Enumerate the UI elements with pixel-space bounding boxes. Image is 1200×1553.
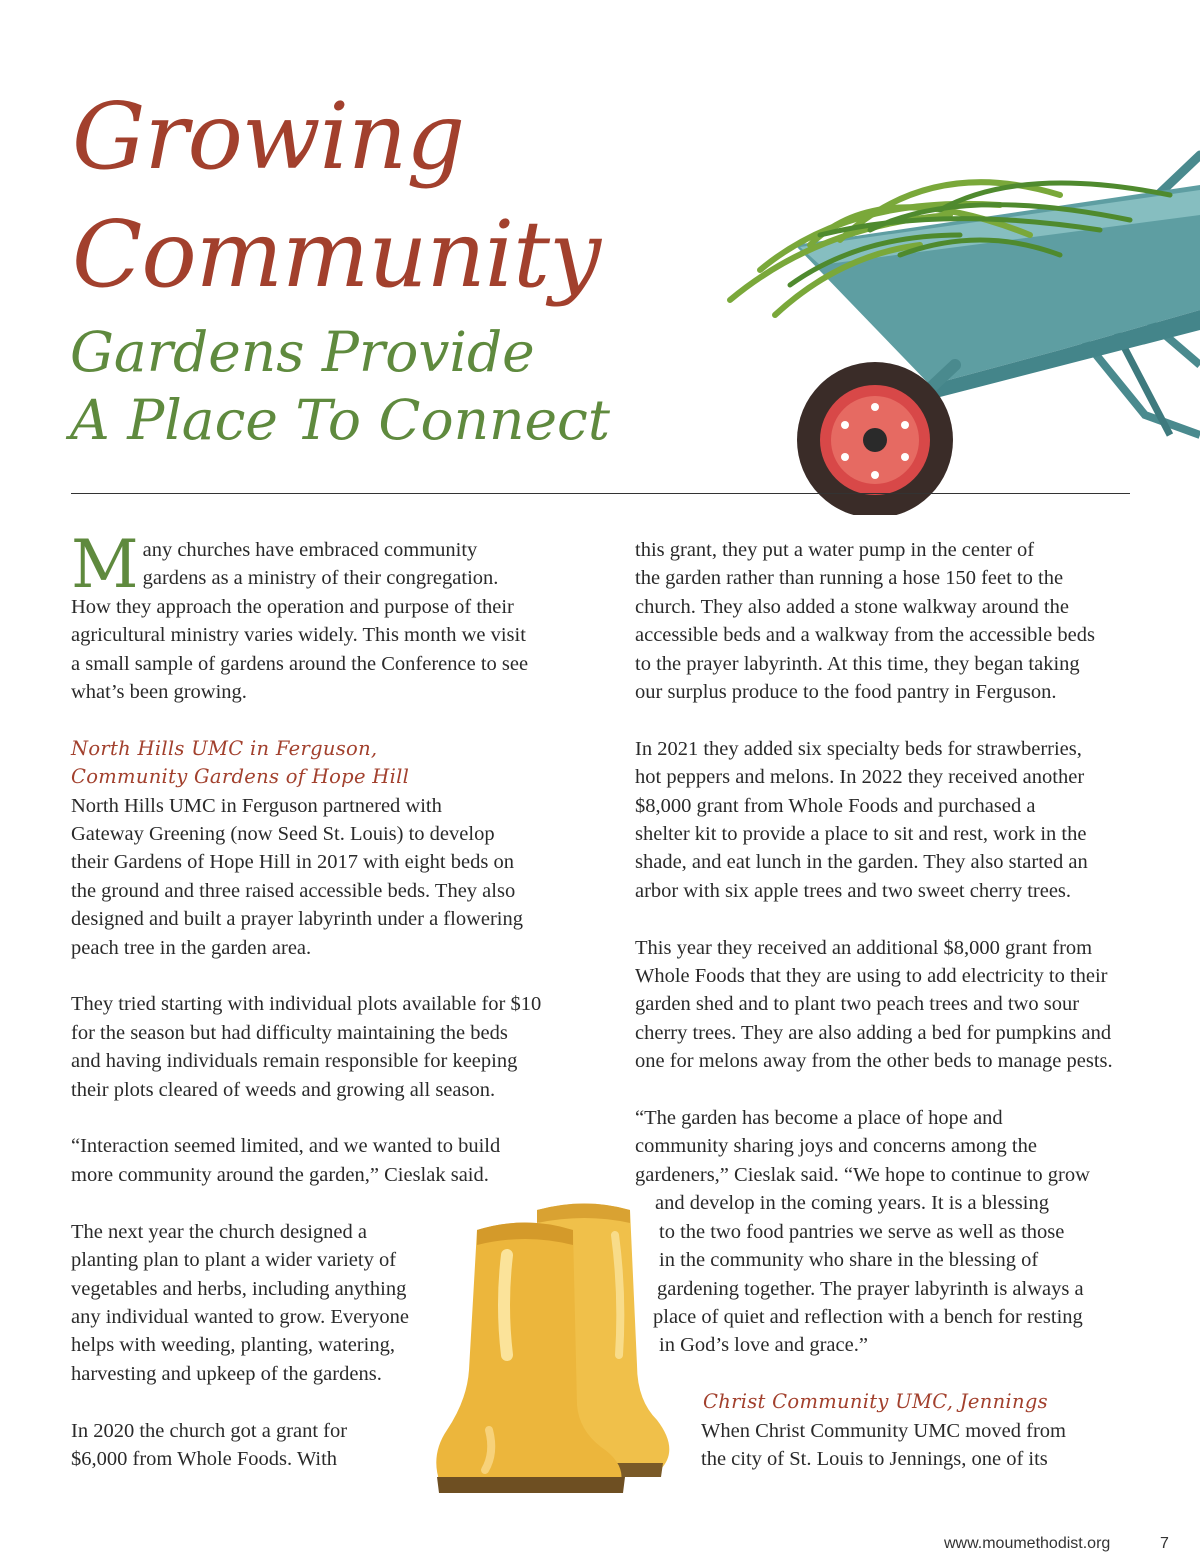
text-line: shelter kit to provide a place to sit and rest, work in the: [635, 823, 1087, 846]
text-line: accessible beds and a walkway from the accessible beds: [635, 624, 1095, 647]
text-line: any churches have embraced community: [142, 539, 478, 561]
page-subtitle: [70, 318, 610, 454]
page-title: [72, 78, 600, 314]
text-line: harvesting and upkeep of the gardens.: [71, 1362, 382, 1385]
quote-paragraph: [71, 1132, 591, 1189]
text-line: peach tree in the garden area.: [71, 936, 312, 959]
text-line: the ground and three raised accessible beds. They also: [71, 879, 516, 902]
text-line: what’s been growing.: [71, 681, 247, 704]
header-divider: [71, 493, 1130, 494]
text-line: shade, and eat lunch in the garden. They also started an: [635, 851, 1088, 874]
text-line: church. They also added a stone walkway around the: [635, 595, 1069, 618]
text-line: How they approach the operation and purpose of their: [71, 595, 514, 618]
text-line: designed and built a prayer labyrinth under a flowering: [71, 908, 523, 931]
drop-cap: M: [71, 526, 139, 603]
paragraph: [635, 934, 1155, 1076]
text-line: “The garden has become a place of hope and: [635, 1107, 1003, 1130]
subtitle-line: A Place To Connect: [70, 388, 610, 452]
text-line: one for melons away from the other beds to manage pests.: [635, 1050, 1113, 1073]
text-line: in God’s love and grace.”: [659, 1334, 868, 1357]
paragraph: [71, 990, 591, 1104]
text-line: in the community who share in the blessing of: [659, 1249, 1039, 1272]
text-line: this grant, they put a water pump in the center of: [635, 539, 1035, 561]
text-line: The next year the church designed a: [71, 1220, 367, 1243]
text-line: the garden rather than running a hose 150 feet to the: [635, 567, 1064, 590]
text-line: garden shed and to plant two peach trees and two sour: [635, 993, 1080, 1016]
title-line: Community: [72, 201, 601, 308]
page-number: 7: [1160, 1535, 1169, 1552]
text-line: When Christ Community UMC moved from: [701, 1419, 1066, 1442]
text-line: Whole Foods that they are using to add electricity to their: [635, 965, 1108, 988]
text-line: their Gardens of Hope Hill in 2017 with eight beds on: [71, 851, 514, 874]
text-line: agricultural ministry varies widely. This month we visit: [71, 624, 526, 647]
text-line: In 2020 the church got a grant for: [71, 1419, 348, 1442]
text-line: their plots cleared of weeds and growing all season.: [71, 1078, 496, 1101]
heading-line: Community Gardens of Hope Hill: [71, 765, 410, 789]
text-line: gardeners,” Cieslak said. “We hope to continue to grow: [635, 1163, 1090, 1186]
section-heading: [71, 735, 591, 792]
text-line: gardening together. The prayer labyrinth is always a: [657, 1277, 1084, 1300]
text-line: $8,000 grant from Whole Foods and purchased a: [635, 794, 1036, 817]
text-line: for the season but had difficulty maintaining the beds: [71, 1021, 508, 1044]
text-line: hot peppers and melons. In 2022 they received another: [635, 766, 1085, 789]
text-line: more community around the garden,” Cieslak said.: [71, 1163, 489, 1186]
text-line: Gateway Greening (now Seed St. Louis) to develop: [71, 823, 495, 846]
text-line: place of quiet and reflection with a bench for resting: [653, 1305, 1083, 1328]
footer-url: www.moumethodist.org: [944, 1535, 1111, 1552]
text-line: North Hills UMC in Ferguson partnered with: [71, 794, 442, 817]
paragraph: [635, 735, 1155, 905]
text-line: helps with weeding, planting, watering,: [71, 1334, 395, 1357]
text-line: any individual wanted to grow. Everyone: [71, 1305, 409, 1328]
text-line: cherry trees. They are also adding a bed for pumpkins and: [635, 1021, 1112, 1044]
text-line: community sharing joys and concerns among the: [635, 1135, 1037, 1158]
subtitle-line: Gardens Provide: [70, 320, 535, 384]
text-line: our surplus produce to the food pantry in Ferguson.: [635, 681, 1057, 704]
paragraph: [71, 792, 591, 962]
text-line: arbor with six apple trees and two sweet cherry trees.: [635, 879, 1072, 902]
text-line: and having individuals remain responsible for keeping: [71, 1050, 518, 1073]
text-line: to the prayer labyrinth. At this time, they began taking: [635, 652, 1080, 675]
text-line: gardens as a ministry of their congregation.: [142, 567, 499, 590]
text-line: $6,000 from Whole Foods. With: [71, 1447, 338, 1470]
text-line: planting plan to plant a wider variety of: [71, 1249, 397, 1272]
text-line: This year they received an additional $8,000 grant from: [635, 936, 1093, 959]
wheelbarrow-illustration: [700, 135, 1200, 515]
article-column-right: [635, 536, 1155, 1502]
intro-paragraph: [71, 526, 591, 706]
text-line: “Interaction seemed limited, and we wanted to build: [71, 1135, 501, 1158]
text-line: They tried starting with individual plots available for $10: [71, 993, 542, 1016]
title-line: Growing: [72, 83, 465, 190]
text-line: vegetables and herbs, including anything: [71, 1277, 407, 1300]
paragraph: [635, 1417, 1155, 1474]
quote-paragraph: [635, 1104, 1155, 1360]
heading-line: North Hills UMC in Ferguson,: [71, 736, 378, 760]
text-line: the city of St. Louis to Jennings, one of its: [701, 1447, 1048, 1470]
section-heading: Christ Community UMC, Jennings: [703, 1390, 1048, 1414]
text-line: and develop in the coming years. It is a blessing: [655, 1192, 1049, 1215]
paragraph: [635, 536, 1155, 706]
text-line: a small sample of gardens around the Conference to see: [71, 652, 529, 675]
text-line: In 2021 they added six specialty beds for strawberries,: [635, 737, 1082, 760]
text-line: to the two food pantries we serve as well as those: [659, 1220, 1065, 1243]
